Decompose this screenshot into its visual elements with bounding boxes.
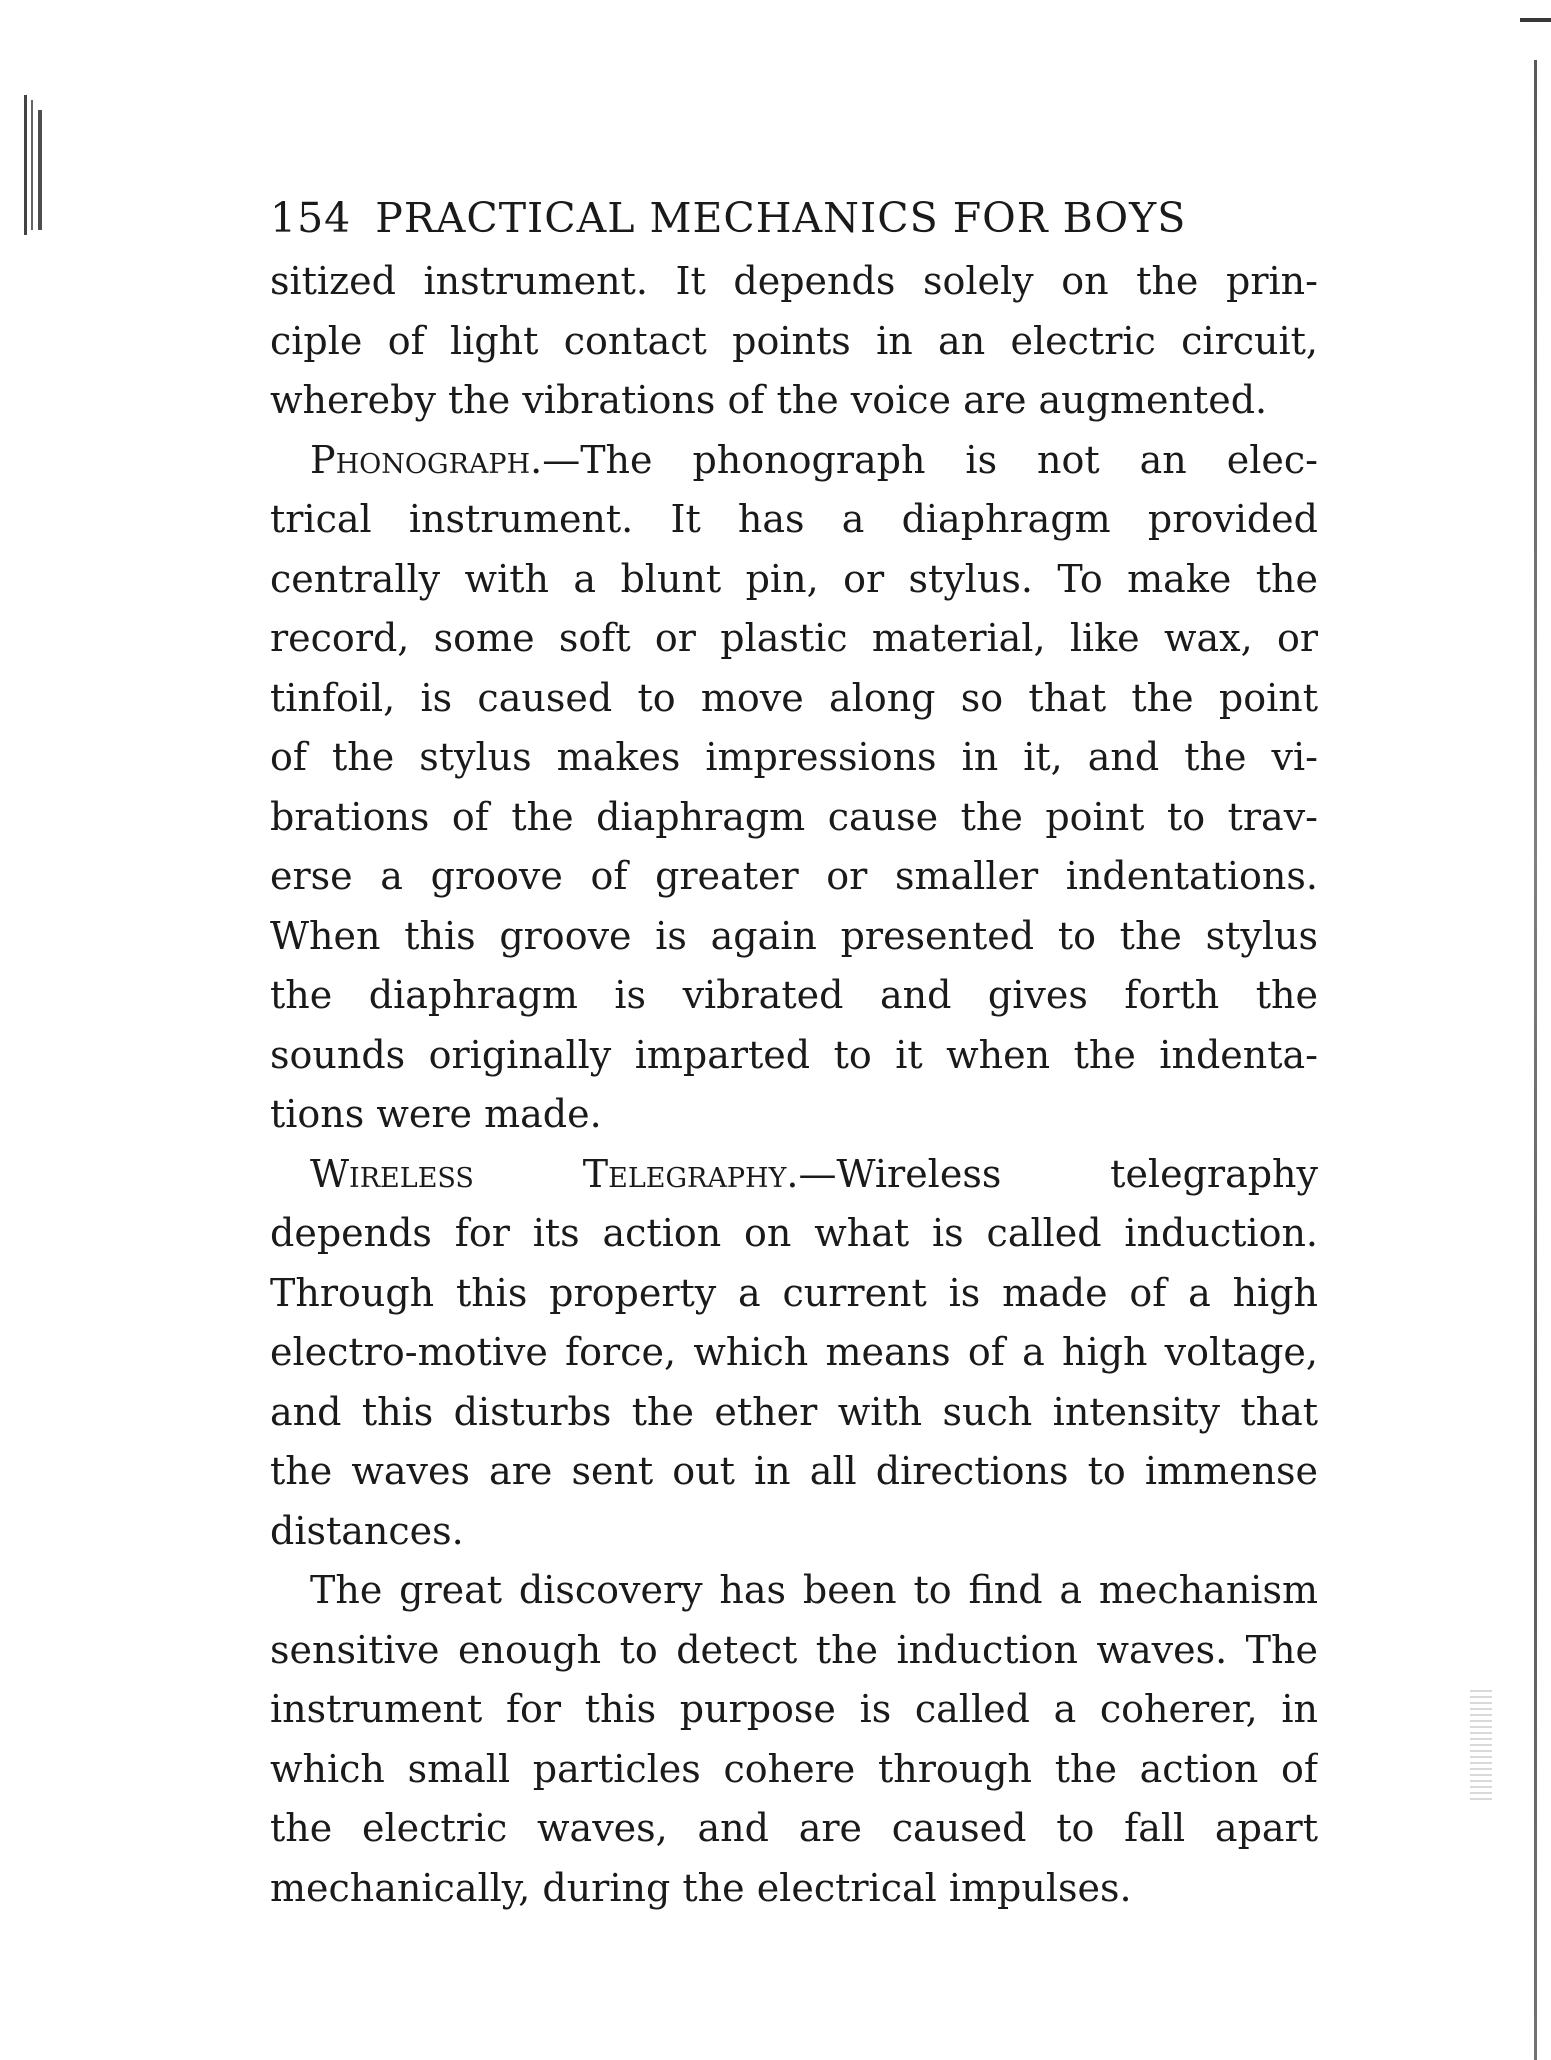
section-heading: Phonograph. — [310, 437, 543, 482]
text-line: whereby the vibrations of the voice are augmented. — [270, 378, 1268, 422]
text-line — [270, 1145, 1318, 1205]
paragraph-phonograph — [270, 431, 1318, 1145]
text-line: tinfoil, is caused to move along so that the point — [270, 675, 1318, 720]
text-line: mechanically, during the electrical impulses. — [270, 1865, 1132, 1910]
scan-artifact — [38, 110, 42, 230]
paragraph — [270, 1561, 1318, 1918]
text-line: of the stylus makes impressions in it, and the vi- — [270, 735, 1318, 779]
text-line: the waves are sent out in all directions to immense — [270, 1449, 1318, 1493]
text-line: sounds originally imparted to it when the indenta- — [270, 1032, 1318, 1077]
text-line: Through this property a current is made of a high — [270, 1270, 1318, 1315]
text-line: instrument for this purpose is called a coherer, in — [270, 1687, 1318, 1731]
text-run: —Wireless telegraphy — [798, 1151, 1318, 1196]
page-number: 154 — [270, 194, 352, 242]
text-line: the diaphragm is vibrated and gives forth the — [270, 973, 1318, 1017]
paragraph — [270, 252, 1318, 431]
scan-artifact — [1470, 1690, 1492, 1800]
text-line: record, some soft or plastic material, like wax, or — [270, 616, 1318, 660]
text-line: and this disturbs the ether with such intensity that — [270, 1389, 1318, 1434]
text-line: sensitive enough to detect the induction waves. The — [270, 1627, 1318, 1672]
text-line: When this groove is again presented to the stylus — [270, 913, 1318, 958]
text-block — [270, 190, 1318, 1918]
text-line: distances. — [270, 1508, 464, 1553]
scan-artifact — [1520, 18, 1551, 22]
text-line: erse a groove of greater or smaller indentations. — [270, 854, 1318, 898]
text-line: depends for its action on what is called induction. — [270, 1211, 1318, 1255]
paragraph-wireless-telegraphy — [270, 1145, 1318, 1562]
text-line: The great discovery has been to find a mechanism — [310, 1568, 1318, 1612]
page-edge-shadow — [1534, 60, 1537, 2060]
running-title: PRACTICAL MECHANICS FOR BOYS — [375, 194, 1187, 242]
section-heading: Wireless Telegraphy. — [310, 1151, 799, 1196]
scan-artifact — [24, 95, 27, 235]
text-line: tions were made. — [270, 1092, 602, 1136]
text-line: which small particles cohere through the action of — [270, 1746, 1318, 1791]
text-line — [270, 431, 1318, 491]
text-line: centrally with a blunt pin, or stylus. To make the — [270, 556, 1318, 601]
text-line: electro-motive force, which means of a high voltage, — [270, 1330, 1318, 1374]
text-line: brations of the diaphragm cause the point to trav- — [270, 794, 1318, 839]
text-line: trical instrument. It has a diaphragm provided — [270, 497, 1318, 541]
text-line: ciple of light contact points in an electric circuit, — [270, 318, 1318, 363]
text-line: the electric waves, and are caused to fall apart — [270, 1806, 1318, 1850]
scan-artifact — [31, 100, 33, 230]
running-head — [270, 190, 1318, 246]
text-line: sitized instrument. It depends solely on the prin- — [270, 259, 1318, 303]
text-run: —The phonograph is not an elec- — [542, 437, 1318, 482]
